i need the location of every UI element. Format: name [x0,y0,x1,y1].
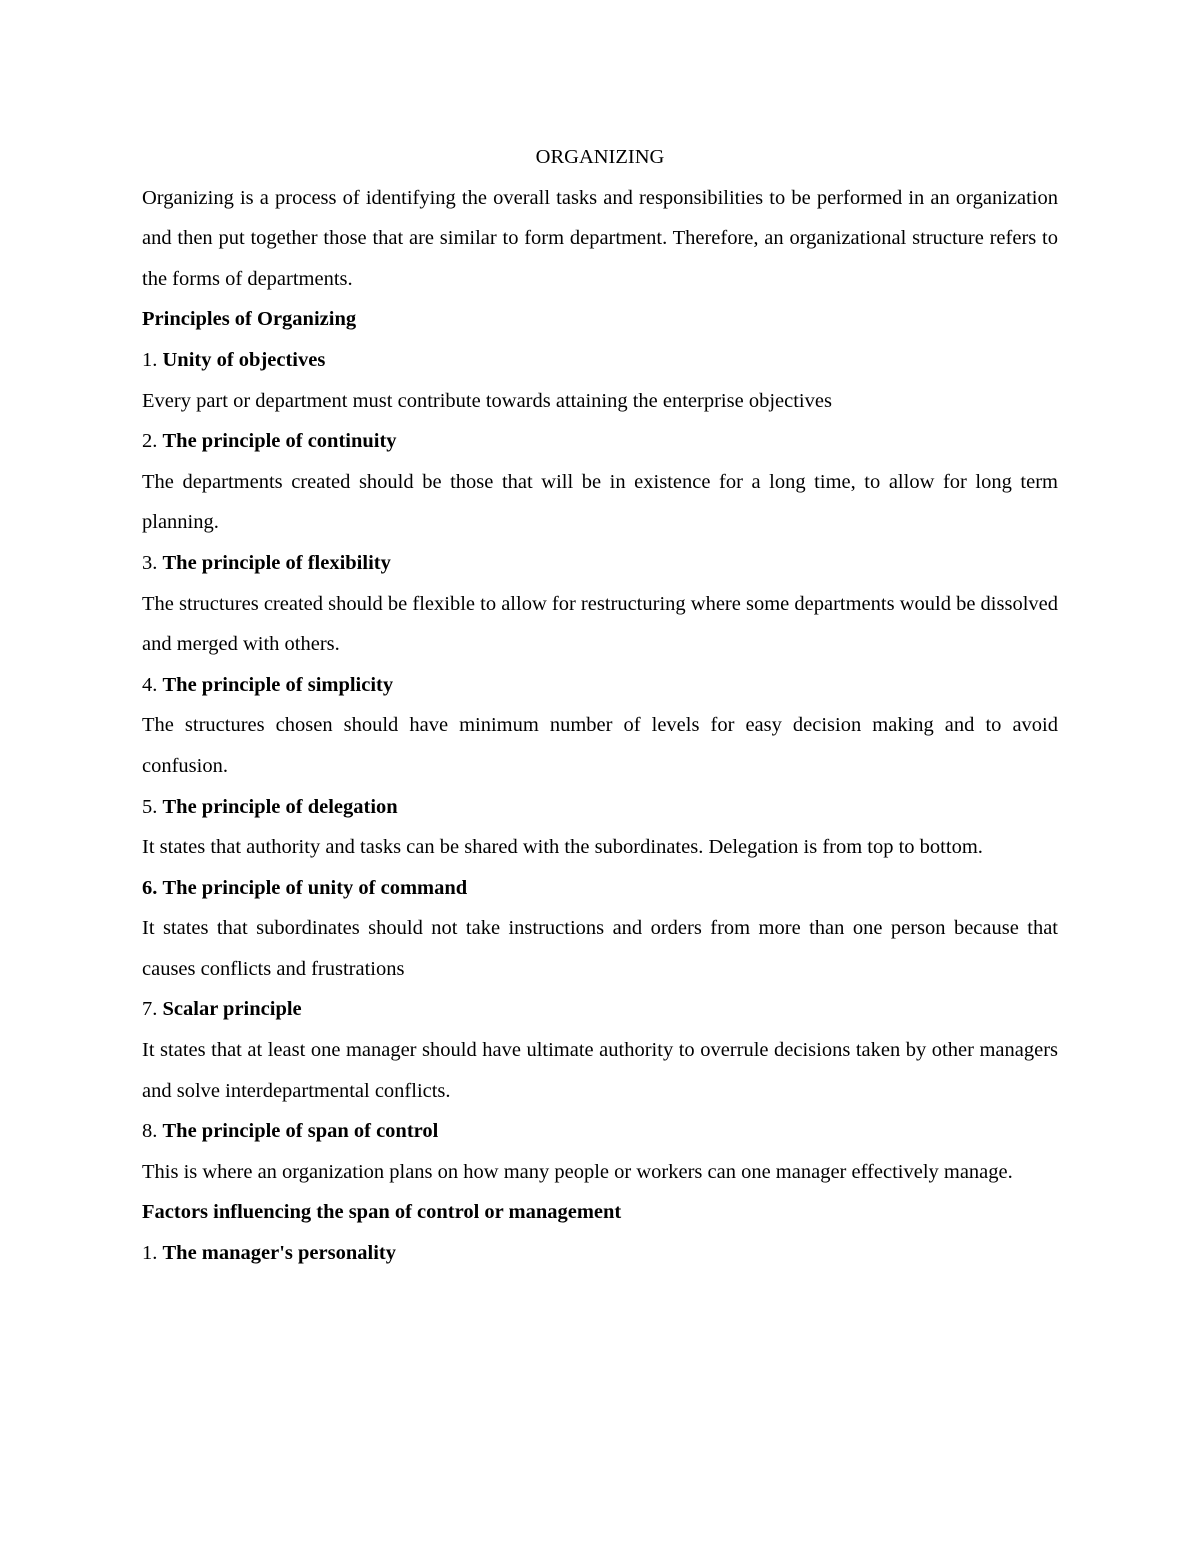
principle-heading-8 [142,1111,1058,1152]
principle-body-8: This is where an organization plans on how many people or workers can one manager effectively manage. [142,1160,1013,1183]
principle-heading-2 [142,421,1058,462]
principle-heading-7 [142,989,1058,1030]
principle-heading-1 [142,340,1058,381]
principle-title: The principle of simplicity [162,673,394,696]
principle-number: 7. [142,998,158,1021]
principle-heading-4 [142,665,1058,706]
principle-heading-5 [142,787,1058,828]
principle-number: 1. [142,348,158,371]
principle-body-1: Every part or department must contribute towards attaining the enterprise objectives [142,389,832,412]
factor-number: 1. [142,1242,158,1265]
factor-heading-1 [142,1233,1058,1274]
intro-paragraph: Organizing is a process of identifying the overall tasks and responsibilities to be performed in an organization and then put together those that are similar to form department. Therefore, an organizational structure refers to the forms of departments. [142,186,1058,290]
principle-number: 6. [142,876,158,899]
principle-title: The principle of continuity [162,430,397,453]
principle-title: Scalar principle [162,998,302,1021]
principle-title: The principle of delegation [162,795,398,818]
principle-body-5: It states that authority and tasks can be shared with the subordinates. Delegation is from top to bottom. [142,836,983,859]
section-heading: Principles of Organizing [142,308,357,331]
principle-title: The principle of span of control [162,1120,439,1143]
factors-heading: Factors influencing the span of control or management [142,1201,622,1224]
principle-number: 3. [142,551,158,574]
principle-number: 5. [142,795,158,818]
principle-title: The principle of flexibility [162,551,391,574]
principle-title: The principle of unity of command [162,876,468,899]
principle-heading-3 [142,543,1058,584]
principle-title: Unity of objectives [162,348,326,371]
principle-body-7: It states that at least one manager should have ultimate authority to overrule decisions taken by other managers and solve interdepartmental conflicts. [142,1039,1058,1102]
principle-number: 4. [142,673,158,696]
factor-title: The manager's personality [162,1242,396,1265]
principle-body-4: The structures chosen should have minimum number of levels for easy decision making and to avoid confusion. [142,714,1058,777]
document-page [142,137,1058,1274]
principle-number: 8. [142,1120,158,1143]
principle-number: 2. [142,430,158,453]
principle-body-2: The departments created should be those that will be in existence for a long time, to allow for long term planning. [142,470,1058,534]
principle-body-3: The structures created should be flexible to allow for restructuring where some departments would be dissolved and merged with others. [142,592,1058,656]
principle-heading-6 [142,868,1058,909]
document-title: ORGANIZING [535,146,665,168]
principle-body-6: It states that subordinates should not take instructions and orders from more than one person because that causes conflicts and frustrations [142,917,1058,980]
